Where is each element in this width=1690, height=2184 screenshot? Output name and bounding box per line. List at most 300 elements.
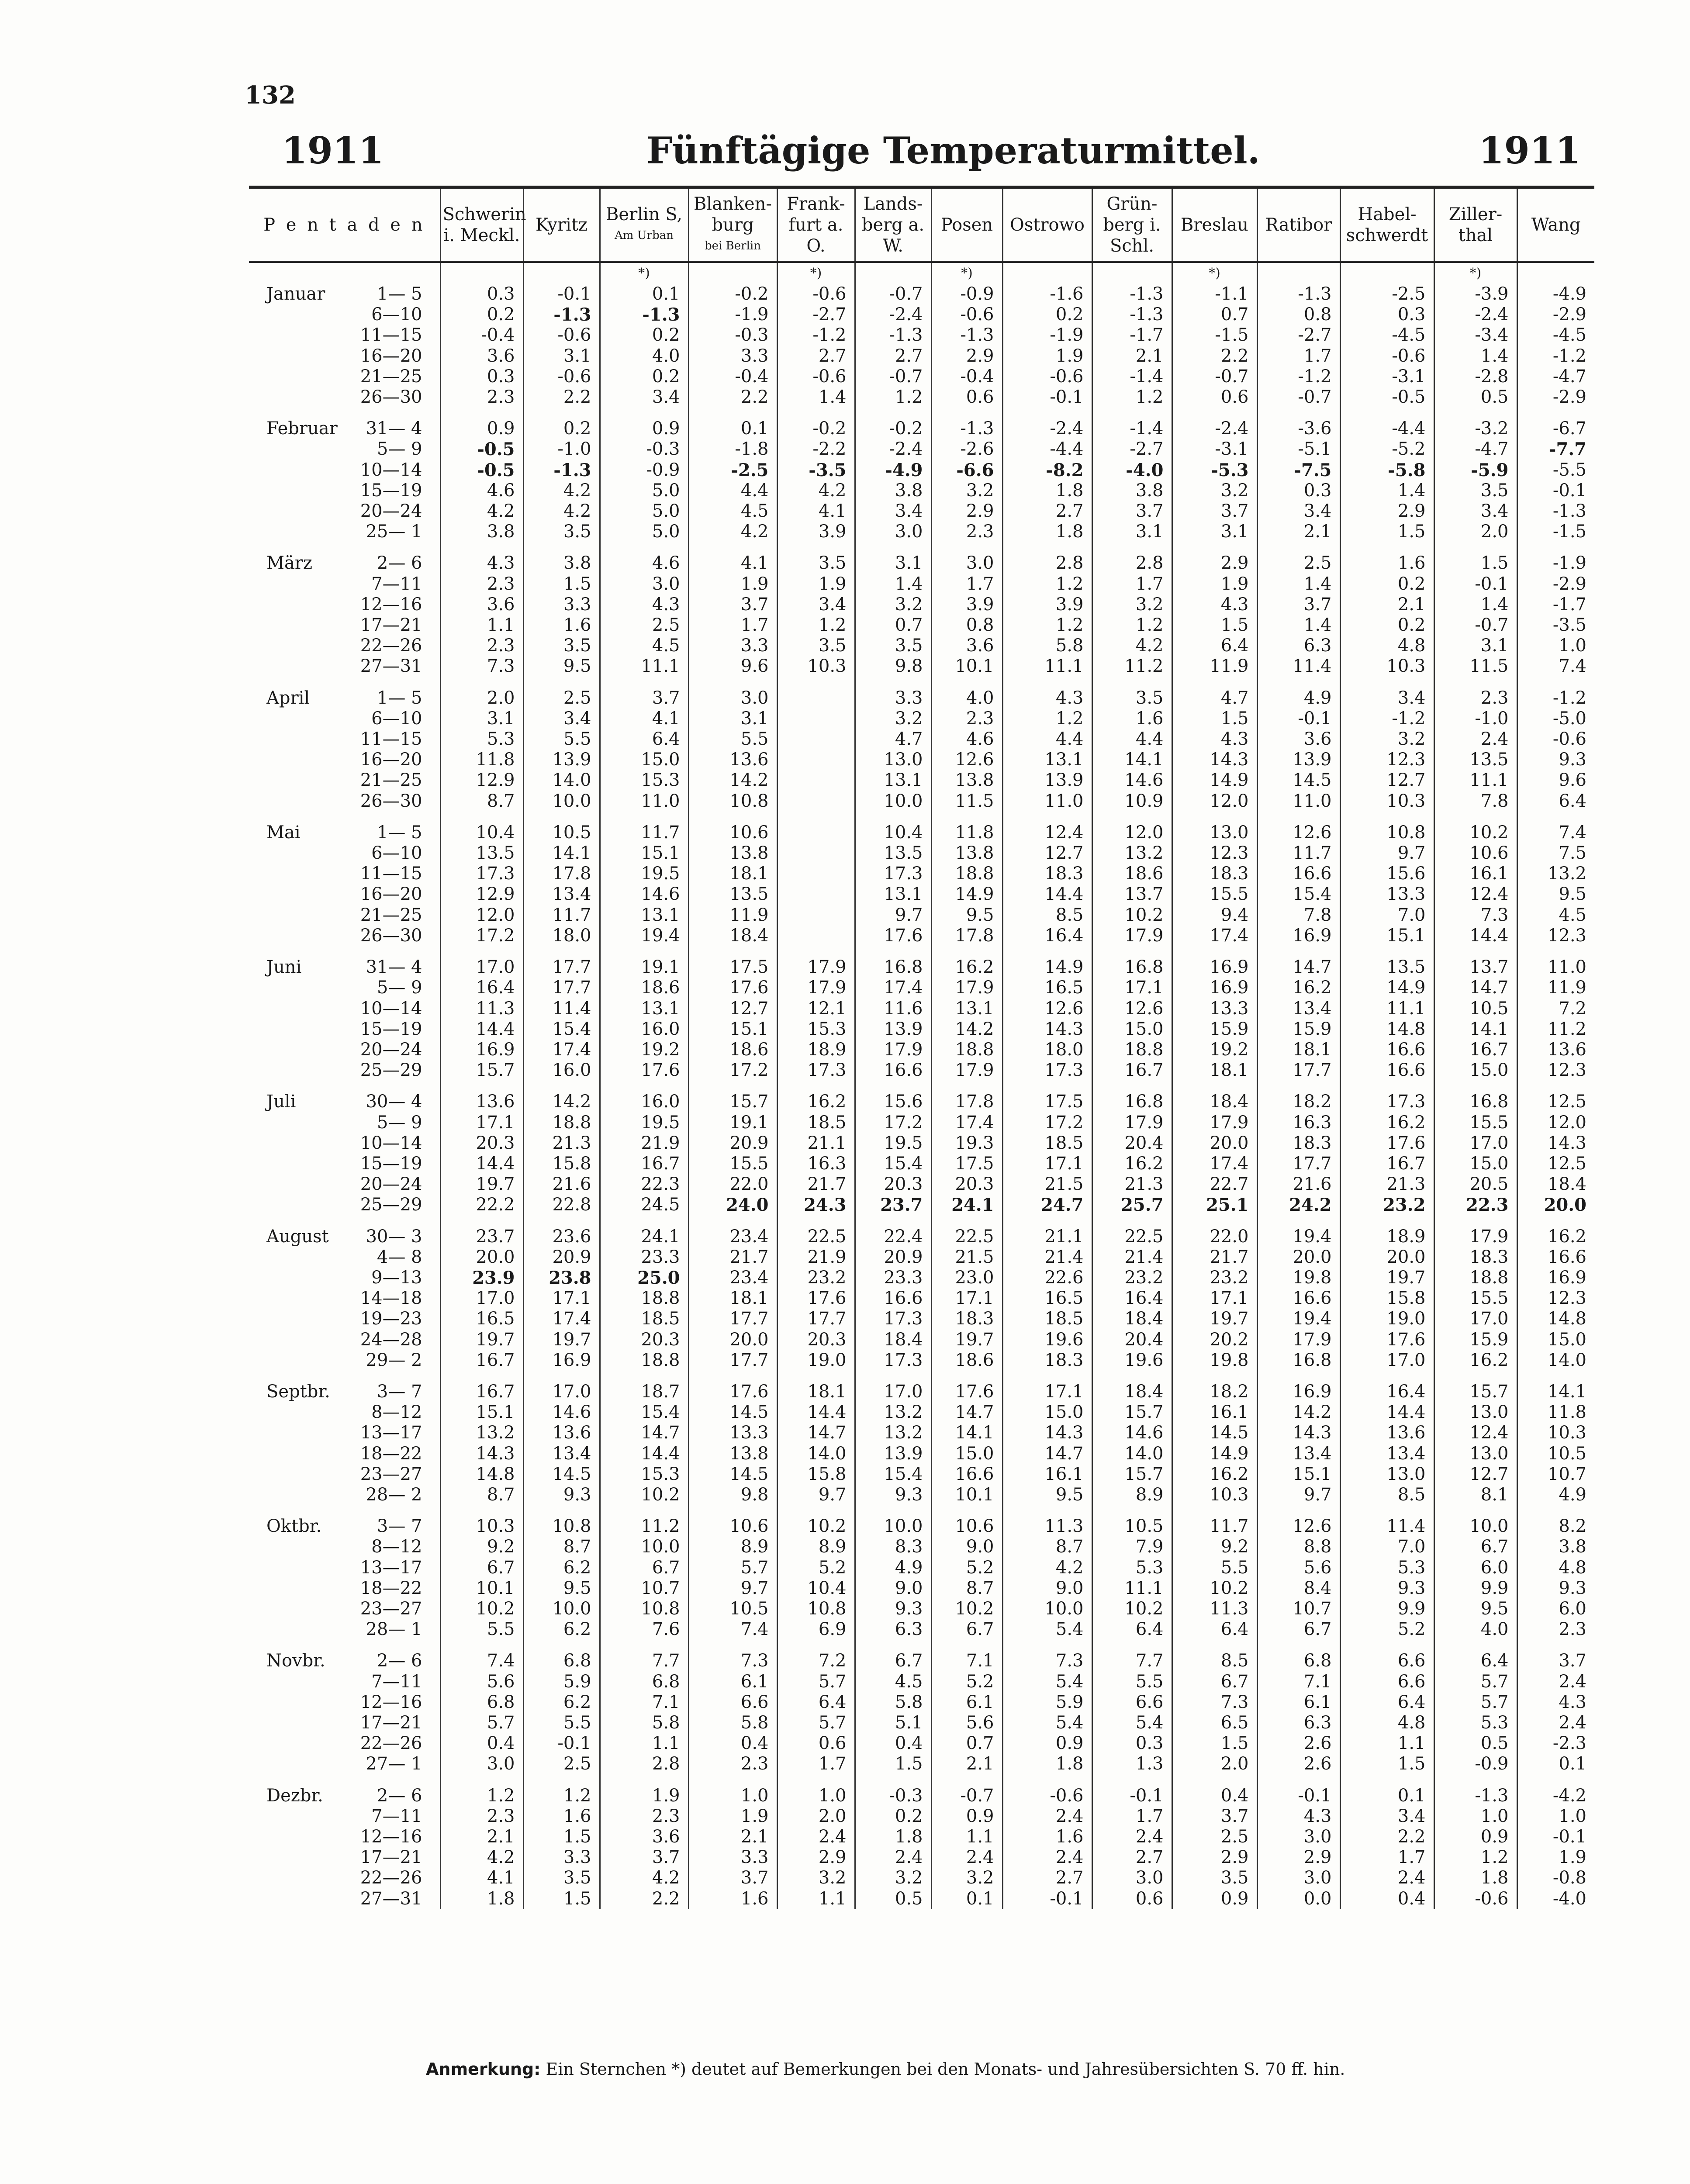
temperature-cell: 6.8 xyxy=(1257,1651,1340,1671)
month-label: Oktbr. xyxy=(266,1516,322,1537)
gap-cell xyxy=(1172,1775,1257,1786)
temperature-cell: 14.0 xyxy=(1092,1444,1172,1464)
temperature-cell: 4.2 xyxy=(440,501,523,522)
temperature-cell: 17.0 xyxy=(440,957,523,978)
temperature-cell: 13.1 xyxy=(931,999,1002,1019)
temperature-cell: 20.0 xyxy=(1340,1247,1434,1268)
table-row xyxy=(249,884,1594,905)
temperature-cell: 0.1 xyxy=(1517,1754,1594,1774)
gap-cell xyxy=(600,1216,688,1227)
table-row xyxy=(249,1485,1594,1505)
temperature-cell: 14.8 xyxy=(1517,1309,1594,1329)
temperature-cell: 6.4 xyxy=(1092,1619,1172,1640)
temperature-cell: 13.4 xyxy=(523,1444,600,1464)
temperature-cell: -2.9 xyxy=(1517,387,1594,408)
temperature-cell: 17.2 xyxy=(440,926,523,946)
gap-cell xyxy=(1434,408,1517,418)
month-gap xyxy=(249,542,1594,553)
pentade-cell xyxy=(249,522,440,542)
temperature-cell: 10.2 xyxy=(600,1485,688,1505)
temperature-cell: 10.0 xyxy=(523,1599,600,1619)
temperature-cell: -0.8 xyxy=(1517,1868,1594,1888)
gap-cell xyxy=(1434,946,1517,957)
pentade-cell xyxy=(249,304,440,325)
temperature-cell: -3.9 xyxy=(1434,284,1517,304)
gap-cell xyxy=(523,1216,600,1227)
temperature-cell: 16.3 xyxy=(777,1154,855,1174)
temperature-cell xyxy=(777,791,855,812)
temperature-cell: 20.0 xyxy=(440,1247,523,1268)
temperature-cell: 3.6 xyxy=(931,636,1002,656)
temperature-cell: 5.8 xyxy=(600,1713,688,1733)
temperature-cell: 13.5 xyxy=(688,884,777,905)
gap-cell xyxy=(249,542,440,553)
footnote-text: Ein Sternchen *) deutet auf Bemerkungen bei den Monats- und Jahresübersichten S. 70 ff. hin. xyxy=(546,2060,1345,2079)
temperature-cell: 1.4 xyxy=(855,574,931,594)
temperature-cell: 1.4 xyxy=(1257,615,1340,636)
temperature-cell: 3.2 xyxy=(931,480,1002,501)
temperature-cell: 24.1 xyxy=(600,1227,688,1247)
station-header xyxy=(1172,187,1257,262)
temperature-cell: -1.2 xyxy=(777,325,855,346)
temperature-cell: 3.1 xyxy=(523,346,600,366)
temperature-cell: 18.4 xyxy=(1517,1174,1594,1195)
temperature-cell: 15.4 xyxy=(855,1464,931,1485)
temperature-cell: 1.5 xyxy=(523,574,600,594)
pentade-cell xyxy=(249,1154,440,1174)
temperature-cell: 11.3 xyxy=(440,999,523,1019)
gap-cell xyxy=(931,1775,1002,1786)
temperature-cell: 10.2 xyxy=(777,1516,855,1537)
temperature-cell: 18.5 xyxy=(1002,1309,1092,1329)
temperature-cell: 6.1 xyxy=(1257,1692,1340,1713)
month-gap xyxy=(249,1775,1594,1786)
temperature-cell: 2.7 xyxy=(1002,501,1092,522)
temperature-cell: 19.1 xyxy=(600,957,688,978)
temperature-cell: 13.9 xyxy=(855,1019,931,1040)
temperature-cell: 23.2 xyxy=(777,1268,855,1288)
temperature-cell: 2.3 xyxy=(600,1806,688,1827)
temperature-cell: 25.1 xyxy=(1172,1195,1257,1215)
pentade-cell xyxy=(249,1599,440,1619)
temperature-cell: -1.6 xyxy=(1002,284,1092,304)
pentade-label: 4— 8 xyxy=(377,1247,422,1267)
station-header xyxy=(1340,187,1434,262)
pentade-label: 1— 5 xyxy=(377,688,422,708)
temperature-cell: 17.8 xyxy=(931,1092,1002,1112)
temperature-cell: 6.4 xyxy=(1340,1692,1434,1713)
gap-cell xyxy=(777,1371,855,1382)
temperature-cell: 10.6 xyxy=(931,1516,1002,1537)
gap-cell xyxy=(440,677,523,688)
temperature-cell: 21.3 xyxy=(1092,1174,1172,1195)
temperature-cell: 15.8 xyxy=(523,1154,600,1174)
temperature-cell xyxy=(777,822,855,843)
temperature-cell: 3.2 xyxy=(931,1868,1002,1888)
table-row xyxy=(249,1268,1594,1288)
temperature-cell: 3.9 xyxy=(1002,594,1092,615)
temperature-cell: 15.1 xyxy=(688,1019,777,1040)
temperature-cell: 16.9 xyxy=(523,1350,600,1371)
pentade-label: 17—21 xyxy=(360,1847,422,1868)
temperature-cell: 13.2 xyxy=(1092,843,1172,864)
temperature-cell: 17.9 xyxy=(1172,1113,1257,1133)
temperature-cell: 18.1 xyxy=(1172,1060,1257,1081)
temperature-cell: 1.8 xyxy=(1002,480,1092,501)
temperature-cell: 21.9 xyxy=(777,1247,855,1268)
temperature-cell: 3.6 xyxy=(1257,729,1340,750)
temperature-cell: 20.5 xyxy=(1434,1174,1517,1195)
footnote-marker xyxy=(1257,262,1340,284)
pentade-label: 23—27 xyxy=(360,1464,422,1484)
temperature-cell: 13.0 xyxy=(1340,1464,1434,1485)
temperature-cell: 20.3 xyxy=(440,1133,523,1154)
station-header xyxy=(1092,187,1172,262)
station-header xyxy=(440,187,526,262)
temperature-cell: 6.0 xyxy=(1517,1599,1594,1619)
temperature-cell: -1.3 xyxy=(855,325,931,346)
table-row xyxy=(249,1092,1594,1112)
table-row xyxy=(249,594,1594,615)
temperature-cell: 18.0 xyxy=(1002,1040,1092,1060)
pentade-label: 19—23 xyxy=(360,1309,422,1329)
temperature-cell: 9.6 xyxy=(1517,770,1594,791)
temperature-cell: 16.9 xyxy=(1517,1268,1594,1288)
temperature-cell: 21.7 xyxy=(688,1247,777,1268)
temperature-cell: 3.7 xyxy=(1257,594,1340,615)
temperature-cell: 2.5 xyxy=(1172,1827,1257,1847)
footnote-marker: *) xyxy=(777,262,855,284)
pentade-label: 22—26 xyxy=(360,1733,422,1754)
temperature-cell: 8.5 xyxy=(1340,1485,1434,1505)
temperature-cell: 6.8 xyxy=(440,1692,523,1713)
temperature-cell: 6.6 xyxy=(688,1692,777,1713)
station-name: Frank-furt a. O. xyxy=(787,194,845,256)
temperature-cell: 19.2 xyxy=(600,1040,688,1060)
pentade-cell xyxy=(249,1423,440,1443)
temperature-cell: 21.6 xyxy=(1257,1174,1340,1195)
temperature-cell: 16.7 xyxy=(440,1382,523,1402)
temperature-cell: 11.5 xyxy=(1434,656,1517,677)
temperature-cell: 5.5 xyxy=(1092,1672,1172,1692)
temperature-cell: 19.0 xyxy=(777,1350,855,1371)
temperature-cell: 15.0 xyxy=(1002,1402,1092,1423)
temperature-cell: 9.7 xyxy=(855,905,931,926)
station-header xyxy=(688,187,777,262)
temperature-cell: 12.3 xyxy=(1172,843,1257,864)
gap-cell xyxy=(1517,542,1594,553)
temperature-cell: 10.5 xyxy=(1434,999,1517,1019)
temperature-cell: 11.2 xyxy=(1092,656,1172,677)
temperature-cell: 1.5 xyxy=(1340,522,1434,542)
pentade-label: 1— 5 xyxy=(377,284,422,304)
temperature-cell: 15.4 xyxy=(1257,884,1340,905)
temperature-cell: 17.1 xyxy=(1002,1154,1092,1174)
pentade-cell xyxy=(249,1040,440,1060)
table-row xyxy=(249,304,1594,325)
pentaden-header: P e n t a d e n xyxy=(249,187,440,262)
temperature-cell: 10.2 xyxy=(1434,822,1517,843)
temperature-cell: 6.3 xyxy=(1257,1713,1340,1733)
gap-cell xyxy=(1434,542,1517,553)
pentade-cell xyxy=(249,1113,440,1133)
temperature-cell: -0.6 xyxy=(777,366,855,387)
temperature-cell: 19.7 xyxy=(523,1330,600,1350)
temperature-cell: 8.5 xyxy=(1002,905,1092,926)
temperature-cell: 13.5 xyxy=(440,843,523,864)
pentade-cell xyxy=(249,284,440,304)
temperature-cell: -1.7 xyxy=(1092,325,1172,346)
temperature-cell: 21.3 xyxy=(523,1133,600,1154)
temperature-cell: 10.8 xyxy=(600,1599,688,1619)
temperature-cell: 5.7 xyxy=(777,1713,855,1733)
temperature-cell: 17.1 xyxy=(1172,1288,1257,1309)
table-row xyxy=(249,957,1594,978)
temperature-cell: -1.3 xyxy=(1092,284,1172,304)
pentade-cell xyxy=(249,1330,440,1350)
temperature-cell: 21.6 xyxy=(523,1174,600,1195)
temperature-cell: -2.4 xyxy=(1002,418,1092,439)
temperature-cell: 18.7 xyxy=(600,1382,688,1402)
temperature-cell: 14.4 xyxy=(777,1402,855,1423)
station-name: Wang xyxy=(1531,214,1581,235)
gap-cell xyxy=(1340,1505,1434,1516)
gap-cell xyxy=(440,542,523,553)
gap-cell xyxy=(1002,1081,1092,1092)
table-row xyxy=(249,1733,1594,1754)
temperature-cell: 2.1 xyxy=(1257,522,1340,542)
temperature-cell: 19.7 xyxy=(440,1330,523,1350)
temperature-cell: 2.9 xyxy=(1172,553,1257,574)
temperature-cell: 13.1 xyxy=(600,999,688,1019)
temperature-cell: 9.3 xyxy=(855,1599,931,1619)
gap-cell xyxy=(1340,1371,1434,1382)
pentade-label: 3— 7 xyxy=(377,1381,422,1402)
temperature-cell: 11.4 xyxy=(523,999,600,1019)
temperature-cell: -3.5 xyxy=(1517,615,1594,636)
gap-cell xyxy=(1257,1640,1340,1651)
temperature-cell: 9.5 xyxy=(523,1578,600,1599)
temperature-cell: -1.8 xyxy=(688,439,777,460)
temperature-cell: 4.8 xyxy=(1517,1558,1594,1578)
table-row xyxy=(249,1133,1594,1154)
temperature-cell: 15.0 xyxy=(600,750,688,770)
gap-cell xyxy=(1092,1505,1172,1516)
temperature-cell: 5.5 xyxy=(1172,1558,1257,1578)
temperature-cell: 3.3 xyxy=(855,688,931,708)
footnote-marker xyxy=(855,262,931,284)
temperature-cell: 0.3 xyxy=(1092,1733,1172,1754)
gap-cell xyxy=(688,812,777,822)
temperature-cell: 16.4 xyxy=(1340,1382,1434,1402)
gap-cell xyxy=(1002,408,1092,418)
temperature-cell: 16.6 xyxy=(1517,1247,1594,1268)
temperature-cell: 12.3 xyxy=(1517,1060,1594,1081)
temperature-cell: 5.5 xyxy=(523,1713,600,1733)
temperature-cell: -1.4 xyxy=(1092,418,1172,439)
temperature-cell: 13.4 xyxy=(523,884,600,905)
temperature-cell: 6.6 xyxy=(1092,1692,1172,1713)
gap-cell xyxy=(1002,812,1092,822)
temperature-cell: 6.3 xyxy=(1257,636,1340,656)
temperature-cell: 1.9 xyxy=(1172,574,1257,594)
temperature-cell: 11.3 xyxy=(1172,1599,1257,1619)
temperature-cell: 11.5 xyxy=(931,791,1002,812)
temperature-cell: 14.6 xyxy=(600,884,688,905)
gap-cell xyxy=(249,812,440,822)
temperature-cell: 10.5 xyxy=(1092,1516,1172,1537)
temperature-cell: 4.0 xyxy=(1434,1619,1517,1640)
temperature-cell: 3.3 xyxy=(523,1847,600,1868)
temperature-cell: 13.1 xyxy=(855,884,931,905)
temperature-cell: 3.5 xyxy=(1092,688,1172,708)
temperature-cell: 3.0 xyxy=(1257,1827,1340,1847)
temperature-cell: 2.3 xyxy=(1517,1619,1594,1640)
pentade-cell xyxy=(249,926,440,946)
temperature-cell xyxy=(777,729,855,750)
temperature-cell: -1.9 xyxy=(1517,553,1594,574)
table-row xyxy=(249,325,1594,346)
pentade-cell xyxy=(249,1060,440,1081)
temperature-cell: 9.0 xyxy=(931,1537,1002,1557)
temperature-cell: 4.6 xyxy=(440,480,523,501)
footnote-marker xyxy=(523,262,600,284)
temperature-cell: 3.2 xyxy=(855,708,931,729)
gap-cell xyxy=(688,1505,777,1516)
temperature-cell: -4.4 xyxy=(1340,418,1434,439)
pentade-cell xyxy=(249,1019,440,1040)
temperature-cell: 17.5 xyxy=(1002,1092,1092,1112)
temperature-cell: 21.7 xyxy=(777,1174,855,1195)
temperature-cell: 20.2 xyxy=(1172,1330,1257,1350)
pentade-cell xyxy=(249,553,440,574)
temperature-cell: 1.9 xyxy=(600,1786,688,1806)
gap-cell xyxy=(440,1216,523,1227)
gap-cell xyxy=(1257,1081,1340,1092)
pentade-label: 11—15 xyxy=(360,864,422,884)
gap-cell xyxy=(1172,812,1257,822)
temperature-cell: 17.4 xyxy=(1172,1154,1257,1174)
temperature-cell: -0.6 xyxy=(1002,366,1092,387)
pentade-label: 30— 4 xyxy=(366,1092,422,1112)
gap-cell xyxy=(688,677,777,688)
temperature-cell: 1.5 xyxy=(1340,1754,1434,1774)
temperature-cell: -3.2 xyxy=(1434,418,1517,439)
month-label: Dezbr. xyxy=(266,1785,323,1806)
temperature-cell: -1.3 xyxy=(1434,1786,1517,1806)
temperature-cell: 2.4 xyxy=(1002,1806,1092,1827)
gap-cell xyxy=(1172,946,1257,957)
temperature-cell: 1.2 xyxy=(1002,615,1092,636)
temperature-cell: 10.8 xyxy=(1340,822,1434,843)
temperature-cell: 19.4 xyxy=(600,926,688,946)
table-row xyxy=(249,1754,1594,1774)
temperature-cell: 18.8 xyxy=(1092,1040,1172,1060)
temperature-cell: 18.9 xyxy=(1340,1227,1434,1247)
temperature-cell: 11.0 xyxy=(1517,957,1594,978)
temperature-cell: 24.1 xyxy=(931,1195,1002,1215)
temperature-cell: 7.7 xyxy=(600,1651,688,1671)
pentade-label: 26—30 xyxy=(360,791,422,811)
temperature-cell: -4.7 xyxy=(1517,366,1594,387)
temperature-cell: 0.3 xyxy=(1340,304,1434,325)
temperature-cell: -0.1 xyxy=(1002,1889,1092,1909)
station-name: Blanken-burg xyxy=(694,194,772,235)
temperature-cell: 9.7 xyxy=(1340,843,1434,864)
temperature-cell: 12.7 xyxy=(688,999,777,1019)
temperature-cell: 15.0 xyxy=(1092,1019,1172,1040)
temperature-cell: 16.6 xyxy=(1257,864,1340,884)
temperature-cell: 17.8 xyxy=(523,864,600,884)
temperature-cell: 4.3 xyxy=(1172,594,1257,615)
temperature-cell: 5.4 xyxy=(1092,1713,1172,1733)
temperature-cell: 9.9 xyxy=(1434,1578,1517,1599)
temperature-cell: 4.1 xyxy=(440,1868,523,1888)
gap-cell xyxy=(1434,1371,1517,1382)
temperature-cell: 1.7 xyxy=(1092,1806,1172,1827)
temperature-cell: 10.0 xyxy=(1434,1516,1517,1537)
temperature-cell: 3.7 xyxy=(1172,501,1257,522)
temperature-cell: 3.2 xyxy=(855,1868,931,1888)
temperature-cell: 0.2 xyxy=(523,418,600,439)
temperature-cell: 15.3 xyxy=(600,1464,688,1485)
temperature-cell: 3.3 xyxy=(523,594,600,615)
temperature-cell: 22.5 xyxy=(1092,1227,1172,1247)
temperature-cell: -0.2 xyxy=(777,418,855,439)
temperature-cell: 7.4 xyxy=(1517,822,1594,843)
temperature-cell: 9.3 xyxy=(1517,1578,1594,1599)
temperature-cell: 17.4 xyxy=(1172,926,1257,946)
temperature-cell: 24.7 xyxy=(1002,1195,1092,1215)
gap-cell xyxy=(1434,1216,1517,1227)
temperature-cell: 3.5 xyxy=(523,1868,600,1888)
temperature-cell: 11.7 xyxy=(1257,843,1340,864)
temperature-cell: 1.2 xyxy=(523,1786,600,1806)
gap-cell xyxy=(1257,542,1340,553)
pentade-label: 5— 9 xyxy=(377,978,422,998)
temperature-cell: 1.5 xyxy=(523,1827,600,1847)
table-row xyxy=(249,284,1594,304)
table-row xyxy=(249,1619,1594,1640)
gap-cell xyxy=(777,1081,855,1092)
year-right: 1911 xyxy=(1479,129,1581,172)
table-row xyxy=(249,1350,1594,1371)
temperature-cell: 6.1 xyxy=(931,1692,1002,1713)
temperature-cell: -0.6 xyxy=(523,366,600,387)
gap-cell xyxy=(1340,1216,1434,1227)
temperature-cell: -0.7 xyxy=(931,1786,1002,1806)
pentade-cell xyxy=(249,884,440,905)
temperature-cell: 6.6 xyxy=(1340,1651,1434,1671)
temperature-cell: 3.7 xyxy=(1172,1806,1257,1827)
temperature-cell: 2.0 xyxy=(777,1806,855,1827)
temperature-cell: 13.8 xyxy=(688,1444,777,1464)
gap-cell xyxy=(600,1775,688,1786)
temperature-cell: 18.5 xyxy=(1002,1133,1092,1154)
temperature-cell: 2.5 xyxy=(523,688,600,708)
gap-cell xyxy=(1340,1775,1434,1786)
temperature-cell: 0.1 xyxy=(600,284,688,304)
temperature-cell: 6.9 xyxy=(777,1619,855,1640)
temperature-cell: 3.7 xyxy=(1092,501,1172,522)
temperature-cell: 2.6 xyxy=(1257,1754,1340,1774)
temperature-cell: 15.6 xyxy=(1340,864,1434,884)
temperature-cell: 3.9 xyxy=(931,594,1002,615)
temperature-cell: 1.7 xyxy=(1257,346,1340,366)
temperature-cell: 4.0 xyxy=(931,688,1002,708)
temperature-cell: 10.7 xyxy=(1257,1599,1340,1619)
table-row xyxy=(249,366,1594,387)
